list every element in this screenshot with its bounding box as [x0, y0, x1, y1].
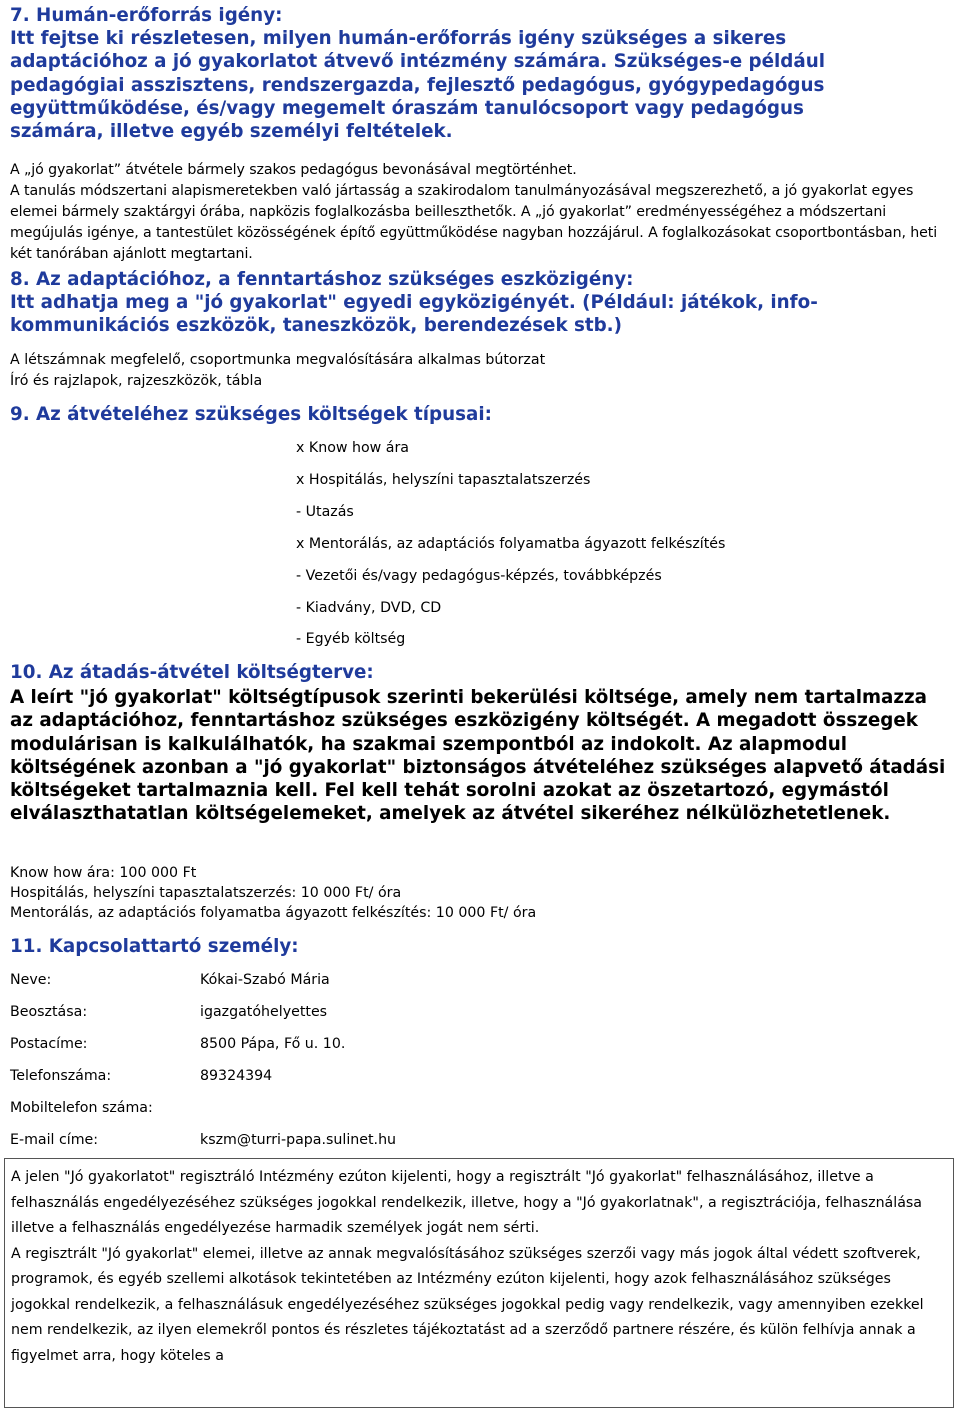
- section-11-title: 11. Kapcsolattartó személy:: [10, 936, 299, 957]
- section-8-title: 8. Az adaptációhoz, a fenntartáshoz szükséges eszközigény:: [10, 269, 634, 290]
- contact-label: Mobiltelefon száma:: [10, 1100, 153, 1116]
- contact-value: igazgatóhelyettes: [200, 1004, 328, 1020]
- section-8-line-1: A létszámnak megfelelő, csoportmunka megvalósítására alkalmas bútorzat: [10, 352, 546, 368]
- cost-type-item: - Vezetői és/vagy pedagógus-képzés, továbbképzés: [296, 568, 662, 584]
- cost-plan-line: Hospitálás, helyszíni tapasztalatszerzés: 10 000 Ft/ óra: [10, 885, 402, 901]
- cost-type-item: x Know how ára: [296, 440, 410, 456]
- cost-type-item: x Mentorálás, az adaptációs folyamatba ágyazott felkészítés: [296, 536, 726, 552]
- section-7-answer: [10, 160, 950, 265]
- cost-type-item: - Utazás: [296, 504, 354, 520]
- cost-plan-line: Know how ára: 100 000 Ft: [10, 865, 197, 881]
- contact-row-mobile: [10, 1098, 910, 1118]
- cost-type-item: x Hospitálás, helyszíni tapasztalatszerzés: [296, 472, 591, 488]
- cost-type-item: - Kiadvány, DVD, CD: [296, 600, 442, 616]
- contact-label: Telefonszáma:: [10, 1068, 112, 1084]
- contact-label: Neve:: [10, 972, 52, 988]
- contact-value: 89324394: [200, 1068, 273, 1084]
- section-7-intro: Itt fejtse ki részletesen, milyen humán-erőforrás igény szükséges a sikeres adaptációhoz a jó gyakorlatot átvevő intézmény számára. Szükséges-e például pedagógiai asszisztens, rendszergazda, fejlesztő pedagógus, gyógypedagógus együttműködése, és/vagy megemelt óraszám tanulócsoport vagy pedagógus számára, illetve egyéb személyi feltételek.: [10, 28, 826, 143]
- contact-value: 8500 Pápa, Fő u. 10.: [200, 1036, 346, 1052]
- contact-row-name: [10, 970, 910, 990]
- contact-value: Kókai-Szabó Mária: [200, 972, 330, 988]
- section-8-intro: Itt adhatja meg a "jó gyakorlat" egyedi egyközigényét. (Például: játékok, info-kommunikációs eszközök, taneszközök, berendezések stb.): [10, 292, 818, 337]
- section-7-answer-body: A tanulás módszertani alapismeretekben való jártasság a szakirodalom tanulmányozásával megszerezhető, a jó gyakorlat egyes elemei bármely szaktárgyi órába, napközis foglalkozásba beilleszthetők. A „jó gyakorlat” eredményességéhez a módszertani megújulás igénye, a tantestület közösségének építő együttműködése nagyban hozzájárul. A foglalkozásokat csoportbontásban, heti két tanórában ajánlott megtartani.: [10, 183, 938, 262]
- section-10-title: 10. Az átadás-átvétel költségterve:: [10, 662, 374, 683]
- declaration-box: [4, 1158, 954, 1408]
- contact-label: Postacíme:: [10, 1036, 88, 1052]
- section-8-line-2: Író és rajzlapok, rajzeszközök, tábla: [10, 373, 263, 389]
- declaration-paragraph-1: A jelen "Jó gyakorlatot" regisztráló Intézmény ezúton kijelenti, hogy a regisztrált "Jó gyakorlat" felhasználásához, illetve a felhasználás engedélyezéséhez szükséges jogokkal rendelkezik, illetve, hogy a "Jó gyakorlatnak", a regisztrációja, felhasználása illetve a felhasználás engedélyezése harmadik személyek jogát nem sérti.: [11, 1169, 922, 1236]
- section-10-intro: A leírt "jó gyakorlat" költségtípusok szerinti bekerülési költsége, amely nem tartalmazza az adaptációhoz, fenntartáshoz szükséges eszközigény költségét. A megadott összegek modulárisan is kalkulálhatók, ha szakmai szempontból az indokolt. Az alapmodul költségének azonban a "jó gyakorlat" biztonságos átvételéhez szükséges alapvető átadási költségeket tartalmaznia kell. Fel kell tehát sorolni azokat az öszetartozó, egymástól elválaszthatatlan költségelemeket, amelyek az átvétel sikeréhez nélkülözhetetlenek.: [10, 687, 946, 825]
- section-7-title: 7. Humán-erőforrás igény:: [10, 5, 283, 26]
- contact-label: Beosztása:: [10, 1004, 88, 1020]
- section-7-answer-line1: A „jó gyakorlat” átvétele bármely szakos pedagógus bevonásával megtörténhet.: [10, 162, 577, 178]
- declaration-paragraph-2: A regisztrált "Jó gyakorlat" elemei, illetve az annak megvalósításához szükséges szerzői vagy más jogok által védett szoftverek, programok, és egyéb szellemi alkotások tekintetében az Intézmény ezúton kijelenti, hogy azok felhasználásához szükséges jogokkal rendelkezik, a felhasználásuk engedélyezéséhez szükséges jogokkal pedig vagy rendelkezik, vagy amennyiben ezekkel nem rendelkezik, az ilyen elemekről pontos és részletes tájékoztatást ad a szerződő partnere részére, és külön felhívja annak a figyelmet arra, hogy köteles a: [11, 1245, 924, 1364]
- contact-row-phone: [10, 1066, 910, 1086]
- contact-row-address: [10, 1034, 910, 1054]
- cost-type-item: - Egyéb költség: [296, 631, 406, 647]
- contact-label: E-mail címe:: [10, 1132, 99, 1148]
- contact-row-position: [10, 1002, 910, 1022]
- section-9-title: 9. Az átvételéhez szükséges költségek típusai:: [10, 404, 492, 425]
- cost-plan-line: Mentorálás, az adaptációs folyamatba ágyazott felkészítés: 10 000 Ft/ óra: [10, 905, 537, 921]
- contact-row-email: [10, 1130, 910, 1150]
- contact-value: kszm@turri-papa.sulinet.hu: [200, 1132, 397, 1148]
